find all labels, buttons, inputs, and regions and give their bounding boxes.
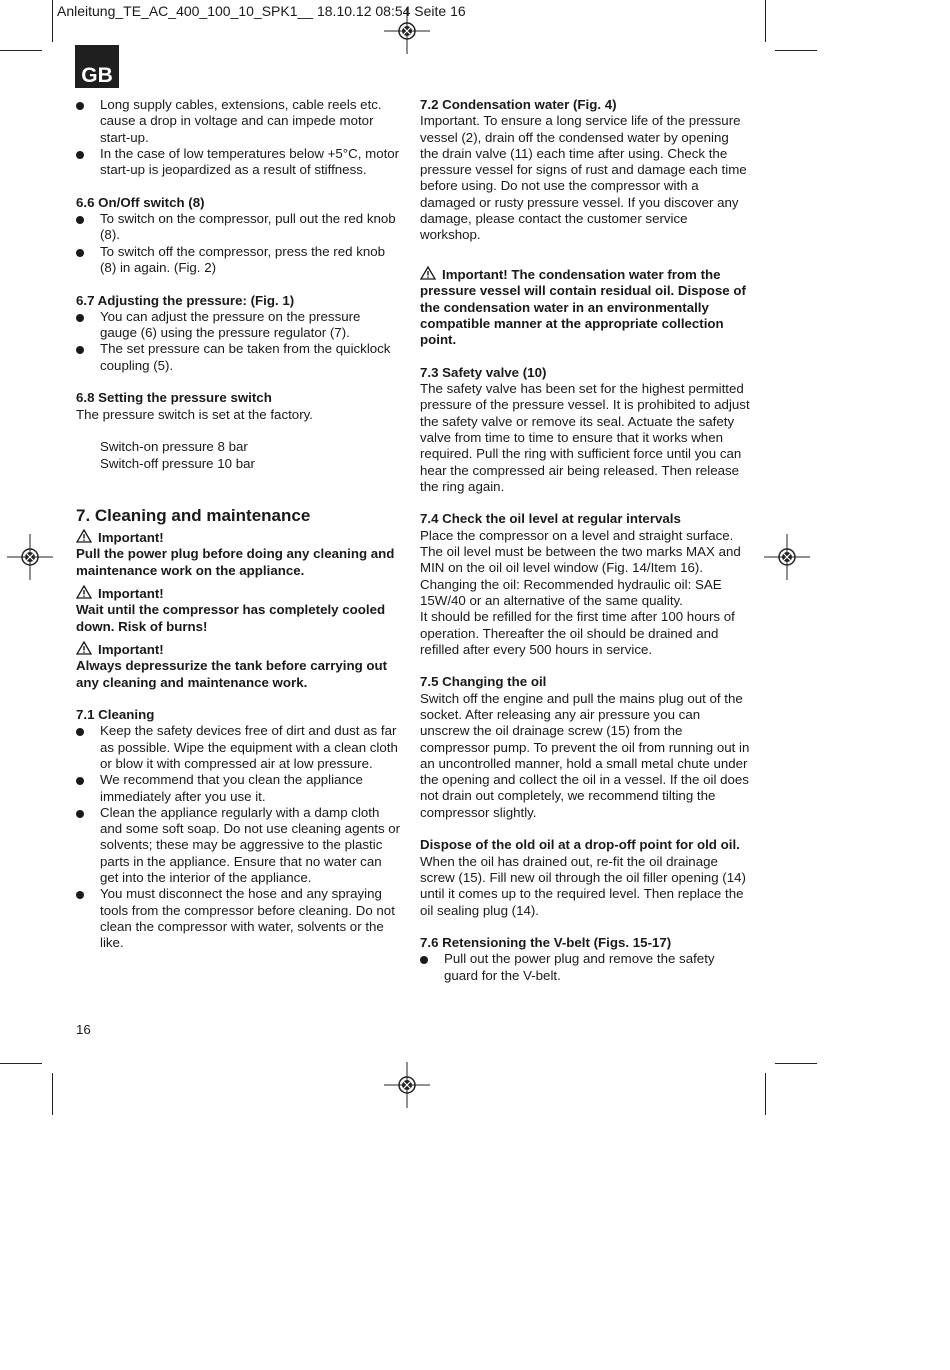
list-item: You can adjust the pressure on the pressure gauge (6) using the pressure regulator (7).	[76, 309, 401, 342]
print-header: Anleitung_TE_AC_400_100_10_SPK1__ 18.10.12 08:54 Seite 16	[57, 3, 466, 19]
list-item: Pull out the power plug and remove the safety guard for the V-belt.	[420, 951, 750, 984]
section-heading-7-5: 7.5 Changing the oil	[420, 674, 547, 690]
paragraph: It should be refilled for the first time after 100 hours of operation. Thereafter the oil should be drained and refilled after every 500 hours in service.	[420, 609, 735, 657]
section-heading-6-8: 6.8 Setting the pressure switch	[76, 390, 272, 406]
list-item: You must disconnect the hose and any spraying tools from the compressor before cleaning. Do not clean the compressor with water, solvents or the like.	[76, 886, 401, 951]
warning-block: Important! The condensation water from the pressure vessel will contain residual oil. Dispose of the condensation water in an environmentally compatible manner at the appropriate collection point.	[420, 266, 746, 348]
warning-label: Important!	[76, 641, 401, 658]
section-heading-7-6: 7.6 Retensioning the V-belt (Figs. 15-17)	[420, 935, 672, 951]
bullet-list	[76, 309, 401, 374]
list-item: We recommend that you clean the appliance immediately after you use it.	[76, 772, 401, 805]
crop-mark	[0, 1063, 42, 1064]
section-heading-6-6: 6.6 On/Off switch (8)	[76, 194, 205, 210]
registration-mark-icon	[384, 8, 430, 54]
warning-triangle-icon	[76, 529, 92, 543]
section-heading-6-7: 6.7 Adjusting the pressure: (Fig. 1)	[76, 292, 295, 308]
warning-label: Important!	[76, 585, 401, 602]
switch-on-pressure: Switch-on pressure 8 bar	[100, 439, 248, 455]
paragraph: The safety valve has been set for the highest permitted pressure of the pressure vessel. It is prohibited to adjust the safety valve or remove its seal. Actuate the safety valve from time to time to ensure that it works when required. Pull the ring with sufficient force until you can hear the compressed air being released. Then release the ring again.	[420, 381, 750, 494]
crop-mark	[52, 1073, 53, 1115]
crop-mark	[765, 1073, 766, 1115]
list-item: Long supply cables, extensions, cable reels etc. cause a drop in voltage and can impede motor start-up.	[76, 97, 401, 146]
list-item: To switch on the compressor, pull out the red knob (8).	[76, 211, 401, 244]
warning-triangle-icon	[76, 641, 92, 655]
language-badge: GB	[75, 45, 119, 88]
right-column	[420, 97, 750, 984]
section-heading-7-1: 7.1 Cleaning	[76, 707, 155, 723]
list-item: Keep the safety devices free of dirt and dust as far as possible. Wipe the equipment with a clean cloth or blow it with compressed air at low pressure.	[76, 723, 401, 772]
warning-text: Wait until the compressor has completely cooled down. Risk of burns!	[76, 602, 386, 634]
crop-mark	[765, 0, 766, 42]
intro-bullet-list	[76, 97, 401, 178]
paragraph: Important. To ensure a long service life of the pressure vessel (2), drain off the condensed water by opening the drain valve (11) each time after using. Check the pressure vessel for signs of rust and damage each time before using. Do not use the compressor with a damaged or rusty pressure vessel. If you discover any damage, please contact the customer service workshop.	[420, 113, 747, 243]
warning-label: Important!	[76, 529, 401, 546]
bullet-list	[76, 723, 401, 951]
paragraph: Place the compressor on a level and straight surface. The oil level must be between the two marks MAX and MIN on the oil oil level window (Fig. 14/Item 16). Changing the oil: Recommended hydraulic oil: SAE 15W/40 or an alternative of the same quality.	[420, 527, 741, 608]
registration-mark-icon	[384, 1062, 430, 1108]
section-heading-7-2: 7.2 Condensation water (Fig. 4)	[420, 97, 617, 112]
registration-mark-icon	[7, 534, 53, 580]
bullet-list	[76, 211, 401, 276]
list-item: Clean the appliance regularly with a damp cloth and some soft soap. Do not use cleaning agents or solvents; these may be aggressive to the plastic parts in the appliance. Ensure that no water can get into the interior of the appliance.	[76, 805, 401, 886]
section-heading-7-3: 7.3 Safety valve (10)	[420, 364, 547, 380]
section-heading-7-4: 7.4 Check the oil level at regular intervals	[420, 511, 681, 527]
warning-triangle-icon	[76, 585, 92, 599]
paragraph: The pressure switch is set at the factory.	[76, 406, 313, 422]
crop-mark	[52, 0, 53, 42]
registration-mark-icon	[764, 534, 810, 580]
crop-mark	[0, 50, 42, 51]
crop-mark	[775, 1063, 817, 1064]
chapter-heading-7: 7. Cleaning and maintenance	[76, 506, 311, 526]
switch-off-pressure: Switch-off pressure 10 bar	[100, 455, 255, 471]
warning-text: Always depressurize the tank before carrying out any cleaning and maintenance work.	[76, 658, 388, 690]
warning-text: Pull the power plug before doing any cleaning and maintenance work on the appliance.	[76, 546, 395, 578]
list-item: To switch off the compressor, press the red knob (8) in again. (Fig. 2)	[76, 244, 401, 277]
paragraph: Switch off the engine and pull the mains plug out of the socket. After releasing any air pressure you can unscrew the oil drainage screw (15) from the compressor pump. To prevent the oil from running out in an uncontrolled manner, hold a small metal chute under the opening and collect the oil in a vessel. If the oil does not drain out completely, we recommend tilting the compressor slightly.	[420, 690, 750, 820]
crop-mark	[775, 50, 817, 51]
paragraph: When the oil has drained out, re-fit the oil drainage screw (15). Fill new oil through the oil filler opening (14) until it comes up to the required level. Then replace the oil sealing plug (14).	[420, 853, 746, 918]
dispose-heading: Dispose of the old oil at a drop-off point for old oil.	[420, 837, 740, 853]
warning-triangle-icon	[420, 266, 436, 280]
left-column	[76, 97, 401, 952]
list-item: The set pressure can be taken from the quicklock coupling (5).	[76, 341, 401, 374]
list-item: In the case of low temperatures below +5°C, motor start-up is jeopardized as a result of stiffness.	[76, 146, 401, 179]
bullet-list	[420, 951, 750, 984]
page-number: 16	[76, 1022, 91, 1037]
